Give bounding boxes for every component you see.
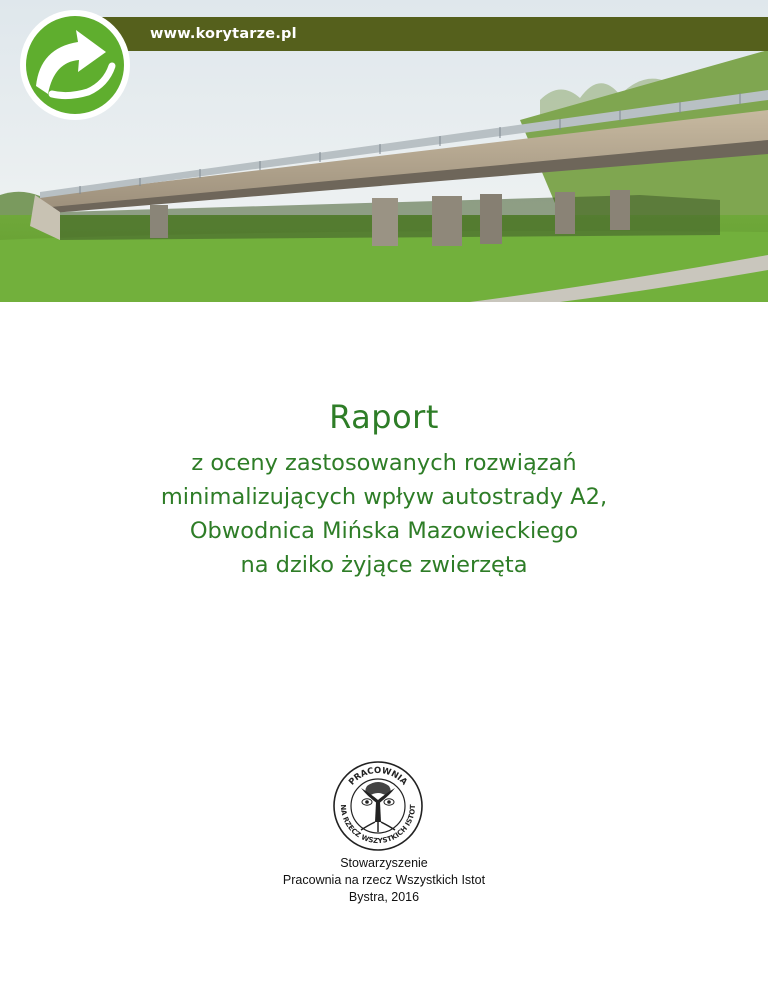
report-title: Raport: [329, 398, 439, 436]
seal-text-bottom: NA RZECZ WSZYSTKICH ISTOT: [338, 804, 418, 846]
korytarze-logo: [18, 8, 132, 122]
subtitle-line: na dziko żyjące zwierzęta: [240, 552, 528, 578]
subtitle-line: Obwodnica Mińska Mazowieckiego: [189, 518, 579, 544]
subtitle-line: minimalizujących wpływ autostrady A2,: [160, 484, 608, 510]
recycle-arrow-icon: [18, 8, 132, 122]
publisher-name: Pracownia na rzecz Wszystkich Istot: [282, 873, 486, 887]
subtitle-line: z oceny zastosowanych rozwiązań: [191, 450, 577, 476]
pracownia-seal: [331, 760, 425, 852]
website-url[interactable]: www.korytarze.pl: [150, 26, 297, 42]
tree-seal-icon: [331, 760, 425, 852]
header-banner: [50, 17, 768, 51]
report-subtitle: [0, 446, 768, 582]
publisher-type: Stowarzyszenie: [340, 856, 428, 870]
publisher-info: [0, 855, 768, 906]
publication-place-year: Bystra, 2016: [348, 890, 420, 904]
seal-text-top: PRACOWNIA: [347, 765, 409, 788]
